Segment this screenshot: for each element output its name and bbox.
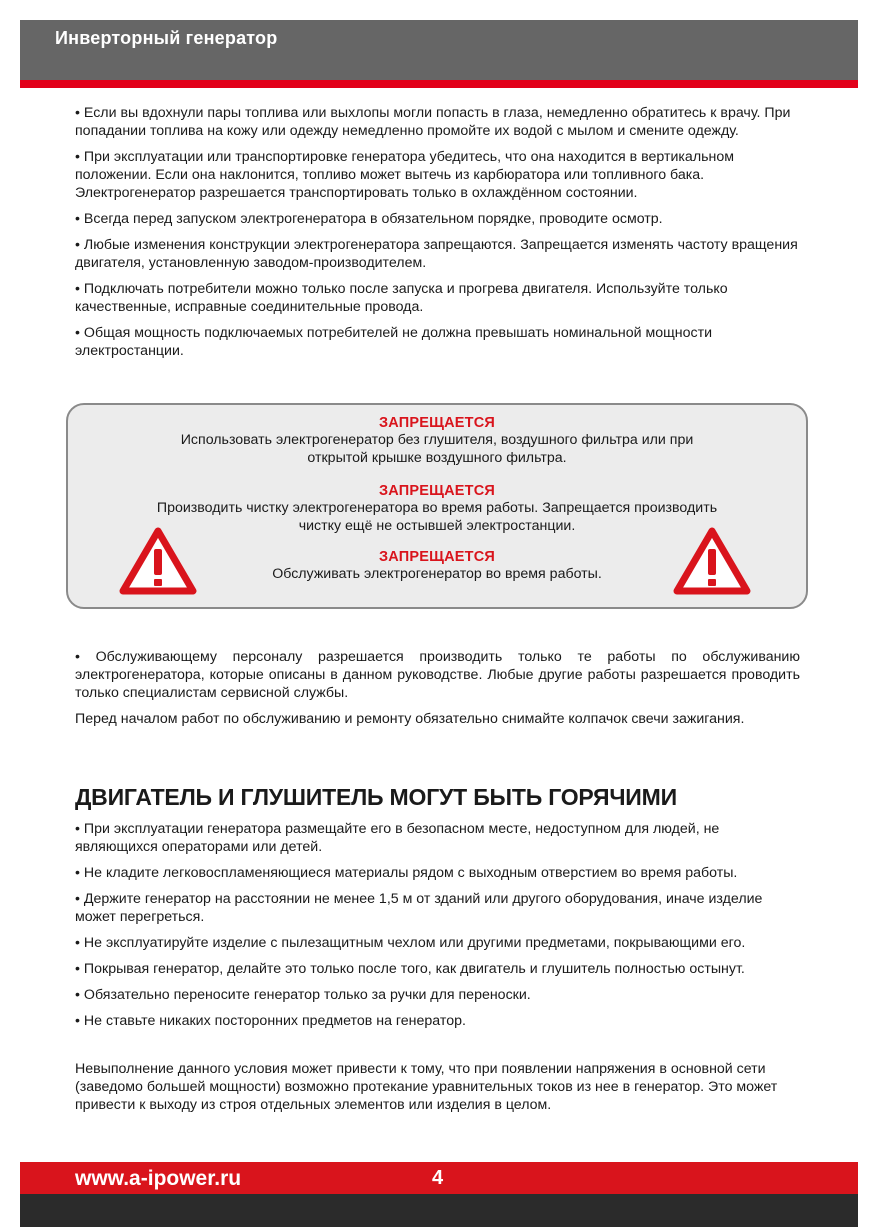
maintenance-text (75, 648, 800, 736)
bullet-item: • Любые изменения конструкции электрогенератора запрещаются. Запрещается изменять частоту вращения двигателя, установленную заводом-производителем. (75, 237, 798, 271)
header-accent-bar (20, 80, 858, 88)
paragraph: Невыполнение данного условия может привести к тому, что при появлении напряжения в основной сети (заведомо большей мощности) возможно протекание уравнительных токов из нее в генератор. Это может привести к выходу из строя отдельных элементов или изделия в целом. (75, 1061, 778, 1113)
bullet-item: • Если вы вдохнули пары топлива или выхлопы могли попасть в глаза, немедленно обратитесь к врачу. При попадании топлива на кожу или одежду немедленно промойте их водой с мылом и смените одежду. (75, 105, 791, 139)
bullet-item: • Подключать потребители можно только после запуска и прогрева двигателя. Используйте только качественные, исправные соединительные провода. (75, 281, 728, 315)
paragraph: • Обслуживающему персоналу разрешается производить только те работы по обслуживанию электрогенератора, которые описаны в данном руководстве. Любые другие работы разрешается проводить только специалистам сервисной службы. (75, 649, 800, 701)
warning-line: Использовать электрогенератор без глушителя, воздушного фильтра или при (180, 432, 694, 448)
note-paragraph (75, 1060, 800, 1114)
warning-line: Обслуживать электрогенератор во время работы. (272, 566, 602, 582)
warning-line: чистку ещё не остывшей электростанции. (298, 518, 576, 534)
warning-heading: ЗАПРЕЩАЕТСЯ (379, 549, 495, 565)
warning-box (66, 403, 808, 609)
footer-bar (20, 1162, 858, 1194)
warning-line: Производить чистку электрогенератора во время работы. Запрещается производить (156, 500, 718, 516)
bullet-item: • Обязательно переносите генератор только за ручки для переноски. (75, 987, 531, 1003)
section-title: ДВИГАТЕЛЬ И ГЛУШИТЕЛЬ МОГУТ БЫТЬ ГОРЯЧИМИ (75, 784, 677, 810)
bullet-item: • Не эксплуатируйте изделие с пылезащитным чехлом или другими предметами, покрывающими его. (75, 935, 746, 951)
warning-triangle-icon (672, 525, 752, 597)
warning-triangle-icon (118, 525, 198, 597)
bullet-item: • При эксплуатации или транспортировке генератора убедитесь, что она находится в вертикальном положении. Если она наклонится, топливо может вытечь из карбюратора или топливного бака. Электрогенератор разрешается транспортировать только в охлаждённом состоянии. (75, 149, 734, 201)
warning-item (68, 415, 806, 467)
hot-engine-bullets (75, 820, 800, 1038)
warning-heading: ЗАПРЕЩАЕТСЯ (379, 415, 495, 431)
bullet-item: • Не кладите легковоспламеняющиеся материалы рядом с выходным отверстием во время работы. (75, 865, 738, 881)
paragraph: Перед началом работ по обслуживанию и ремонту обязательно снимайте колпачок свечи зажигания. (75, 711, 745, 727)
bullet-item: • Держите генератор на расстоянии не менее 1,5 м от зданий или другого оборудования, иначе изделие может перегреться. (75, 891, 763, 925)
bullet-item: • Всегда перед запуском электрогенератора в обязательном порядке, проводите осмотр. (75, 211, 663, 227)
warning-line: открытой крышке воздушного фильтра. (307, 450, 567, 466)
safety-bullets (75, 104, 800, 368)
header-title: Инверторный генератор (55, 28, 278, 48)
page-number: 4 (432, 1167, 444, 1189)
bullet-item: • Общая мощность подключаемых потребителей не должна превышать номинальной мощности электростанции. (75, 325, 713, 359)
bullet-item: • Не ставьте никаких посторонних предметов на генератор. (75, 1013, 466, 1029)
footer-url[interactable]: www.a-ipower.ru (75, 1167, 242, 1190)
footer-dark-bar (20, 1194, 858, 1227)
warning-heading: ЗАПРЕЩАЕТСЯ (379, 483, 495, 499)
bullet-item: • Покрывая генератор, делайте это только после того, как двигатель и глушитель полностью остынут. (75, 961, 745, 977)
bullet-item: • При эксплуатации генератора размещайте его в безопасном месте, недоступном для людей, не являющихся операторами или детей. (75, 821, 720, 855)
